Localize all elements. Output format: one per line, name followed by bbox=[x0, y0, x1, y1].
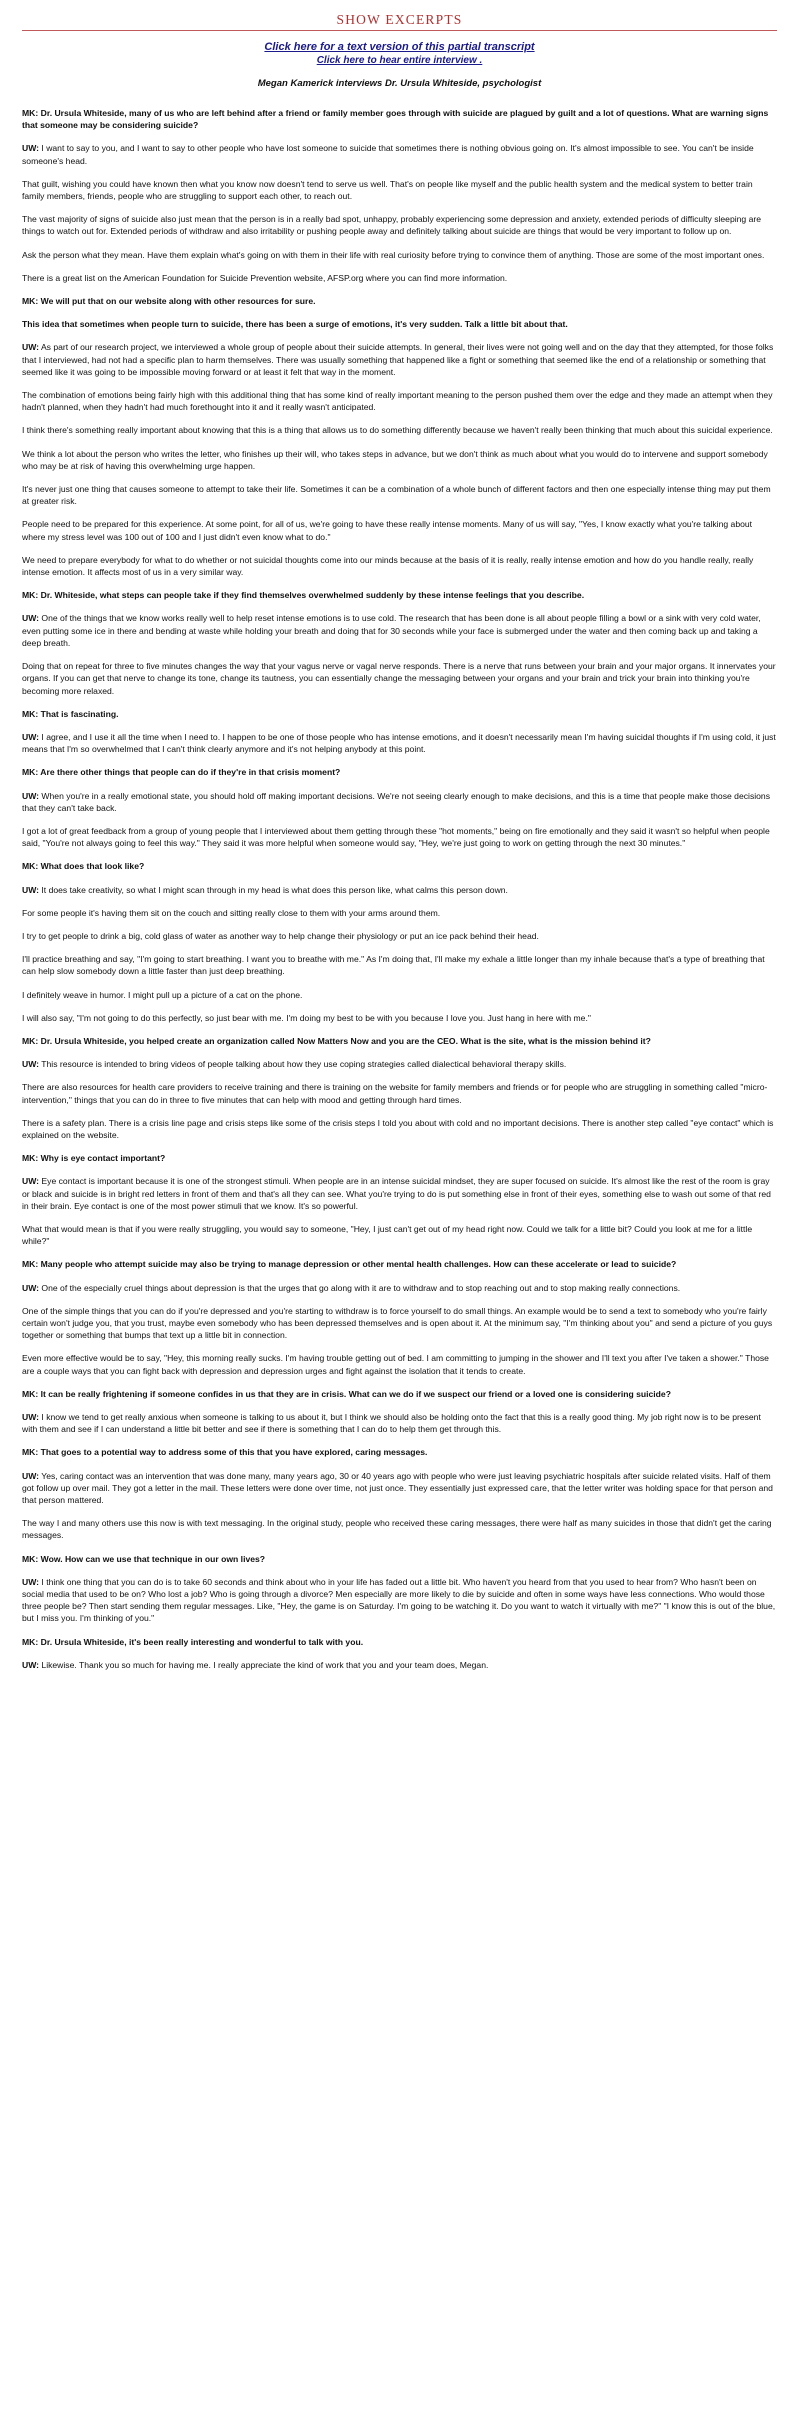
transcript-paragraph bbox=[22, 660, 777, 697]
paragraph-text: Yes, caring contact was an intervention that was done many, many years ago, 30 or 40 years ago with people who were just leaving psychiatric hospitals after suicide related visits. Half of them got follow up over mail. They got a letter in the mail. These letters were done over time, not just once. They essentially just expressed care, that the letter writer was holding space for that person and that person mattered. bbox=[22, 1470, 773, 1506]
speaker-label: MK: bbox=[22, 1388, 39, 1399]
paragraph-text: One of the simple things that you can do if you're depressed and you're starting to withdraw is to force yourself to do small things. An example would be to send a text to somebody who you're fairly certain won't judge you, that you trust, maybe even somebody who has been depressed themselves and is open about it. At the minimum say, "I'm thinking about you" and send a picture of you guys together or something that bumps that text up a little bit in connection. bbox=[22, 1305, 773, 1341]
paragraph-text: Doing that on repeat for three to five minutes changes the way that your vagus nerve or vagal nerve responds. There is a nerve that runs between your brain and your major organs. It innervates your organs. If you can get that nerve to change its tone, change its tautness, you can essentially change the messaging between your organs and your brain and trick your brain into thinking you're becoming more relaxed. bbox=[22, 661, 776, 696]
paragraph-text: Dr. Ursula Whiteside, many of us who are left behind after a friend or family member goes through with suicide are plagued by guilt and a lot of questions. What are warning signs that someone may be considering suicide? bbox=[22, 108, 769, 131]
transcript-paragraph bbox=[22, 107, 777, 131]
paragraph-text: When you're in a really emotional state, you should hold off making important decisions. We're not seeing clearly enough to make decisions, and this is a time that people make those decisions that they can't take back. bbox=[22, 790, 771, 813]
paragraph-text: The vast majority of signs of suicide also just mean that the person is in a really bad spot, unhappy, probably experiencing some depression and anxiety, extended periods of difficulty sleeping are things to watch out for. Extended periods of withdraw and also irritability or pushing people away and definitely talking about suicide are things that would be very important to follow up on. bbox=[22, 214, 762, 237]
paragraph-text: Many people who attempt suicide may also be trying to manage depression or other mental health challenges. How can these accelerate or lead to suicide? bbox=[38, 1259, 677, 1270]
transcript-paragraph bbox=[22, 518, 777, 542]
paragraph-text: This idea that sometimes when people turn to suicide, there has been a surge of emotions, it's very sudden. Talk a little bit about that. bbox=[22, 319, 568, 330]
transcript-paragraph bbox=[22, 1636, 777, 1648]
transcript-paragraph bbox=[22, 249, 777, 261]
speaker-label: MK: bbox=[22, 1636, 39, 1647]
paragraph-text: Dr. Whiteside, what steps can people take if they find themselves overwhelmed suddenly by these intense feelings that you describe. bbox=[38, 590, 585, 601]
speaker-label: MK: bbox=[22, 590, 39, 601]
transcript-paragraph bbox=[22, 389, 777, 413]
speaker-label: MK: bbox=[22, 108, 39, 118]
transcript-paragraph bbox=[22, 1152, 777, 1164]
transcript-paragraph bbox=[22, 1352, 777, 1376]
transcript-paragraph bbox=[22, 1553, 777, 1565]
paragraph-text: We will put that on our website along with other resources for sure. bbox=[38, 296, 316, 307]
speaker-label: MK: bbox=[22, 1153, 39, 1164]
transcript-body bbox=[22, 107, 777, 1671]
paragraph-text: Why is eye contact important? bbox=[38, 1153, 166, 1164]
speaker-label: MK: bbox=[22, 1259, 39, 1270]
speaker-label: MK: bbox=[22, 1553, 39, 1564]
transcript-paragraph bbox=[22, 295, 777, 307]
speaker-label: UW: bbox=[22, 1659, 40, 1670]
transcript-paragraph bbox=[22, 483, 777, 507]
paragraph-text: That goes to a potential way to address some of this that you have explored, caring messages. bbox=[38, 1447, 428, 1458]
speaker-label: UW: bbox=[22, 1176, 40, 1187]
paragraph-text: Dr. Ursula Whiteside, it's been really interesting and wonderful to talk with you. bbox=[38, 1636, 364, 1647]
paragraph-text: We think a lot about the person who writes the letter, who finishes up their will, who takes steps in advance, but we don't think as much about what you would do to intervene and support somebody who may be at risk of having this overwhelming urge happen. bbox=[22, 448, 768, 471]
paragraph-text: I want to say to you, and I want to say to other people who have lost someone to suicide that sometimes there is nothing obvious going on. It's almost impossible to see. You can't be inside someone's head. bbox=[22, 143, 754, 166]
transcript-paragraph bbox=[22, 907, 777, 919]
speaker-label: MK: bbox=[22, 296, 39, 307]
paragraph-text: That is fascinating. bbox=[38, 708, 119, 719]
paragraph-text: I agree, and I use it all the time when I need to. I happen to be one of those people who has intense emotions, and it doesn't necessarily mean I'm having suicidal thoughts if I'm using cold, it just means that I'm so overwhelmed that I can't think clearly anymore and it's not helping anybody at this point. bbox=[22, 731, 776, 755]
transcript-paragraph bbox=[22, 731, 777, 755]
paragraph-text: That guilt, wishing you could have known then what you know now doesn't tend to serve us well. That's on people like myself and the public health system and the medical system to better train family members, friends, people who are struggling to support each other, to reach out. bbox=[22, 178, 753, 202]
speaker-label: MK: bbox=[22, 1447, 39, 1458]
speaker-label: UW: bbox=[22, 342, 40, 353]
paragraph-text: I think one thing that you can do is to take 60 seconds and think about who in your life has faded out a little bit. Who haven't you heard from that you used to hear from? Who hasn't been on social media that used to be on? Who lost a job? Who is going through a divorce? Men especially are more likely to die by suicide and often in some ways have less connections. Who would those three people be? Then start sending them regular messages. Like, "Hey, the game is on Saturday. I'm going to be watching it. Do you want to watch it virtually with me?" "I know this is out of the blue, but I miss you. I'm thinking of you." bbox=[22, 1576, 776, 1624]
speaker-label: UW: bbox=[22, 884, 40, 895]
transcript-paragraph bbox=[22, 1517, 777, 1541]
paragraph-text: I got a lot of great feedback from a group of young people that I interviewed about them getting through these "hot moments," being on fire emotionally and they said it wasn't so helpful when people said, "You're not always going to feel this way." They said it was more helpful when someone would say, "Hey, we're just going to work on getting through the next 30 minutes." bbox=[22, 825, 770, 849]
paragraph-text: I'll practice breathing and say, "I'm going to start breathing. I want you to breathe with me." As I'm doing that, I'll make my exhale a little longer than my inhale because that's a type of breathing that can help slow somebody down a little faster than just deep breathing. bbox=[22, 954, 765, 977]
transcript-paragraph bbox=[22, 178, 777, 202]
speaker-label: MK: bbox=[22, 1035, 39, 1046]
transcript-paragraph bbox=[22, 341, 777, 378]
transcript-paragraph bbox=[22, 424, 777, 436]
byline: Megan Kamerick interviews Dr. Ursula Whiteside, psychologist bbox=[257, 78, 542, 89]
transcript-paragraph bbox=[22, 989, 777, 1001]
paragraph-text: The combination of emotions being fairly high with this additional thing that has some kind of really important meaning to the person pushed them over the edge and they made an attempt when they hadn't planned, when they hadn't had much forethought into it and it really wasn't anticipated. bbox=[22, 390, 773, 413]
speaker-label: UW: bbox=[22, 1470, 40, 1481]
transcript-paragraph bbox=[22, 1411, 777, 1435]
text-transcript-link[interactable]: Click here for a text version of this partial transcript bbox=[264, 41, 535, 53]
transcript-paragraph bbox=[22, 1081, 777, 1105]
transcript-paragraph bbox=[22, 448, 777, 472]
paragraph-text: It can be really frightening if someone confides in us that they are in crisis. What can we do if we suspect our friend or a loved one is considering suicide? bbox=[38, 1388, 671, 1399]
paragraph-text: The way I and many others use this now is with text messaging. In the original study, people who received these caring messages, there were half as many suicides in those that didn't get the caring messages. bbox=[22, 1518, 772, 1541]
paragraph-text: For some people it's having them sit on the couch and sitting really close to them with your arms around them. bbox=[22, 907, 441, 918]
transcript-paragraph bbox=[22, 1388, 777, 1400]
transcript-paragraph bbox=[22, 554, 777, 578]
paragraph-text: I know we tend to get really anxious when someone is talking to us about it, but I think we should also be holding onto the fact that this is a really good thing. My job right now is to be present with them and see if I can understand a little bit better and see if there is something that I can do to help them get through this. bbox=[22, 1412, 761, 1435]
paragraph-text: Likewise. Thank you so much for having me. I really appreciate the kind of work that you and your team does, Megan. bbox=[39, 1659, 489, 1670]
speaker-label: MK: bbox=[22, 767, 39, 778]
paragraph-text: Wow. How can we use that technique in our own lives? bbox=[38, 1553, 266, 1564]
paragraph-text: One of the especially cruel things about depression is that the urges that go along with it are to withdraw and to stop reaching out and to stop making really connections. bbox=[39, 1282, 681, 1293]
transcript-paragraph bbox=[22, 708, 777, 720]
paragraph-text: I try to get people to drink a big, cold glass of water as another way to help change their physiology or put an ice pack behind their head. bbox=[22, 930, 539, 941]
paragraph-text: What that would mean is that if you were really struggling, you would say to someone, "Hey, I just can't get out of my head right now. Could we talk for a little bit? Could you look at me for a little while?" bbox=[22, 1223, 753, 1247]
paragraph-text: Dr. Ursula Whiteside, you helped create an organization called Now Matters Now and you are the CEO. What is the site, what is the mission behind it? bbox=[38, 1035, 651, 1046]
transcript-paragraph bbox=[22, 272, 777, 284]
paragraph-text: One of the things that we know works really well to help reset intense emotions is to use cold. The research that has been done is all about people filling a bowl or a sink with very cold water, even putting some ice in there and bending at waste while holding your breath and doing that for 30 seconds while your face is submerged under the water and then coming back up and taking a deep breath. bbox=[22, 613, 761, 648]
paragraph-text: People need to be prepared for this experience. At some point, for all of us, we're going to have these really intense moments. Many of us will say, "Yes, I know exactly what you're talking about where my stress level was 100 out of 100 and I just didn't even know what to do." bbox=[22, 519, 753, 542]
transcript-paragraph bbox=[22, 953, 777, 977]
title-divider bbox=[22, 30, 777, 31]
page-title: SHOW EXCERPTS bbox=[336, 12, 463, 27]
transcript-paragraph bbox=[22, 825, 777, 849]
paragraph-text: There is a safety plan. There is a crisis line page and crisis steps like some of the crisis steps I told you about with cold and no important decisions. There is another step called "eye contact" which is explained on the website. bbox=[22, 1117, 774, 1140]
transcript-paragraph bbox=[22, 790, 777, 814]
speaker-label: UW: bbox=[22, 613, 40, 624]
speaker-label: MK: bbox=[22, 708, 39, 719]
transcript-paragraph bbox=[22, 612, 777, 649]
speaker-label: UW: bbox=[22, 1282, 40, 1293]
speaker-label: MK: bbox=[22, 861, 39, 872]
paragraph-text: Eye contact is important because it is one of the strongest stimuli. When people are in an intense suicidal mindset, they are super focused on suicide. It's almost like the rest of the room is gray or black and suicide is in bright red letters in front of them and that's all they can see. What you're trying to do is put something else in front of their eyes, something else to wash out some of that red in their brain. Eye contact is one of the most power stimuli that we know. It's so powerful. bbox=[22, 1176, 771, 1211]
transcript-paragraph bbox=[22, 1576, 777, 1625]
paragraph-text: I think there's something really important about knowing that this is a thing that allows us to do something differently because we haven't really been thinking that much about this suicidal experience. bbox=[22, 425, 773, 436]
paragraph-text: Are there other things that people can do if they're in that crisis moment? bbox=[38, 767, 341, 778]
transcript-paragraph bbox=[22, 1282, 777, 1294]
transcript-paragraph bbox=[22, 766, 777, 778]
paragraph-text: This resource is intended to bring videos of people talking about how they use coping strategies called dialectical behavioral therapy skills. bbox=[39, 1059, 567, 1070]
paragraph-text: There are also resources for health care providers to receive training and there is training on the website for family members and friends or for people who are struggling in something called "micro-intervention," things that you can do in three to five minutes that can help with mood and getting through hard times. bbox=[22, 1082, 768, 1105]
speaker-label: UW: bbox=[22, 1576, 40, 1587]
paragraph-text: As part of our research project, we interviewed a whole group of people about their suicide attempts. In general, their lives were not going well and on the day that they attempted, for those folks that I interviewed, had not had a specific plan to harm themselves. There was usually something that happened like a fight or something that seemed like the end of a relationship or something that seemed like it was going to be impossible moving forward or at least it felt that way in the moment. bbox=[22, 342, 774, 377]
paragraph-text: Ask the person what they mean. Have them explain what's going on with them in their life with real curiosity before trying to convince them of anything. Those are some of the most important ones. bbox=[22, 249, 765, 260]
speaker-label: UW: bbox=[22, 143, 40, 154]
transcript-paragraph bbox=[22, 1223, 777, 1247]
transcript-paragraph bbox=[22, 589, 777, 601]
transcript-paragraph bbox=[22, 1305, 777, 1342]
paragraph-text: It's never just one thing that causes someone to attempt to take their life. Sometimes it can be a combination of a whole bunch of different factors and then one especially intense thing may put them at greater risk. bbox=[22, 484, 771, 507]
paragraph-text: I will also say, "I'm not going to do this perfectly, so just bear with me. I'm doing my best to be with you because I love you. Just hang in here with me." bbox=[22, 1012, 591, 1023]
transcript-paragraph bbox=[22, 1035, 777, 1047]
paragraph-text: We need to prepare everybody for what to do whether or not suicidal thoughts come into our minds because at the basis of it is really, really intense emotion and how do you handle really, really intense emotion. It affects most of us in a very similar way. bbox=[22, 554, 754, 578]
transcript-paragraph bbox=[22, 142, 777, 166]
transcript-paragraph bbox=[22, 1117, 777, 1141]
transcript-paragraph bbox=[22, 318, 777, 330]
speaker-label: UW: bbox=[22, 731, 40, 742]
paragraph-text: What does that look like? bbox=[38, 861, 145, 872]
transcript-paragraph bbox=[22, 1258, 777, 1270]
speaker-label: UW: bbox=[22, 1059, 40, 1070]
speaker-label: UW: bbox=[22, 1412, 40, 1423]
transcript-paragraph bbox=[22, 860, 777, 872]
paragraph-text: Even more effective would be to say, "Hey, this morning really sucks. I'm having trouble getting out of bed. I am committing to jumping in the shower and I'll text you after I've taken a shower." Those are a couple ways that you can fight back with depression and depression urges and fight against the isolation that it tends to create. bbox=[22, 1353, 769, 1376]
speaker-label: UW: bbox=[22, 790, 40, 801]
entire-interview-link[interactable]: Click here to hear entire interview . bbox=[316, 55, 483, 66]
paragraph-text: It does take creativity, so what I might scan through in my head is what does this person like, what calms this person down. bbox=[39, 884, 508, 895]
transcript-paragraph bbox=[22, 1659, 777, 1671]
paragraph-text: There is a great list on the American Foundation for Suicide Prevention website, AFSP.org where you can find more information. bbox=[22, 272, 508, 283]
transcript-paragraph bbox=[22, 884, 777, 896]
paragraph-text: I definitely weave in humor. I might pull up a picture of a cat on the phone. bbox=[22, 989, 303, 1000]
transcript-paragraph bbox=[22, 1175, 777, 1212]
transcript-paragraph bbox=[22, 1446, 777, 1458]
transcript-paragraph bbox=[22, 1470, 777, 1507]
transcript-paragraph bbox=[22, 1012, 777, 1024]
transcript-paragraph bbox=[22, 930, 777, 942]
transcript-paragraph bbox=[22, 213, 777, 237]
transcript-paragraph bbox=[22, 1058, 777, 1070]
